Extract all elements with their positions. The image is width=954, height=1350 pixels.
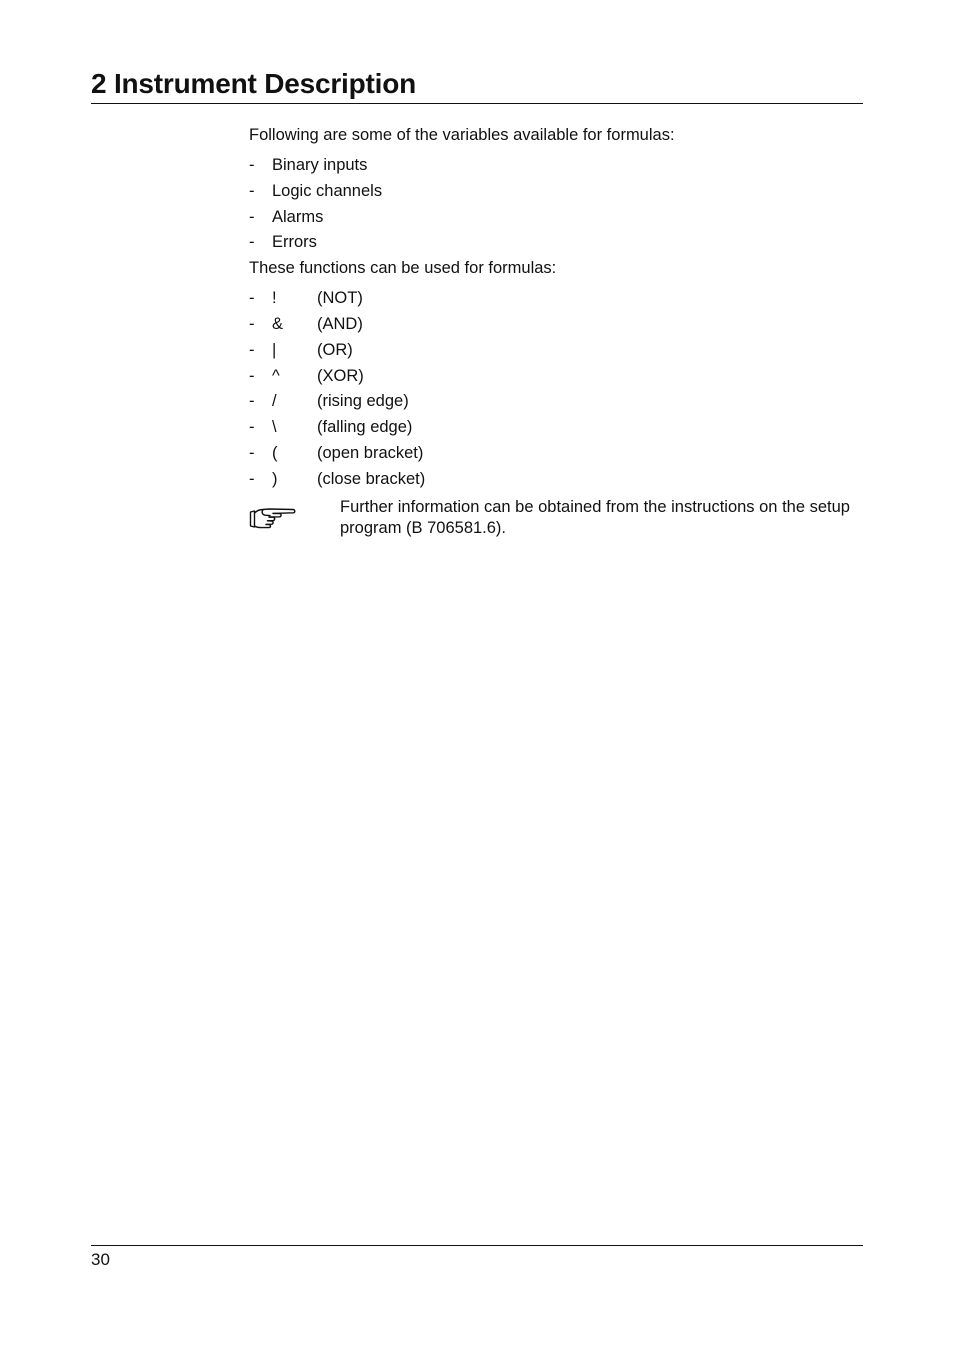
- list-dash: -: [249, 156, 255, 174]
- function-symbol: ^: [272, 366, 280, 385]
- variables-list: [249, 153, 863, 256]
- function-description: (XOR): [317, 366, 364, 385]
- list-item: [249, 338, 863, 364]
- list-item: [249, 467, 863, 493]
- list-dash: -: [249, 366, 255, 385]
- function-symbol: (: [272, 443, 278, 462]
- variable-label: Binary inputs: [272, 156, 368, 174]
- function-symbol: ): [272, 469, 278, 488]
- function-symbol: !: [272, 289, 277, 308]
- page-number: 30: [91, 1250, 110, 1269]
- info-note: [249, 497, 863, 547]
- page-title: 2 Instrument Description: [91, 68, 417, 99]
- list-item: [249, 286, 863, 312]
- list-item: [249, 179, 863, 205]
- list-dash: -: [249, 443, 255, 462]
- function-description: (rising edge): [317, 392, 409, 411]
- list-item: [249, 312, 863, 338]
- list-item: [249, 364, 863, 390]
- note-text: Further information can be obtained from the instructions on the setup program (B 706581.6).: [340, 497, 850, 537]
- function-description: (open bracket): [317, 443, 424, 462]
- function-description: (AND): [317, 314, 363, 333]
- main-content: [249, 123, 863, 547]
- list-dash: -: [249, 289, 255, 308]
- function-description: (NOT): [317, 289, 363, 308]
- pointing-hand-icon: [249, 505, 297, 531]
- variable-label: Errors: [272, 233, 317, 252]
- list-item: [249, 415, 863, 441]
- functions-intro: These functions can be used for formulas:: [249, 259, 557, 278]
- list-dash: -: [249, 181, 255, 200]
- list-dash: -: [249, 207, 255, 226]
- list-dash: -: [249, 340, 255, 359]
- function-symbol: |: [272, 340, 277, 359]
- function-description: (falling edge): [317, 418, 413, 437]
- list-item: [249, 153, 863, 179]
- list-dash: -: [249, 418, 255, 437]
- variable-label: Alarms: [272, 207, 324, 226]
- list-item: [249, 441, 863, 467]
- list-dash: -: [249, 469, 255, 488]
- list-dash: -: [249, 233, 255, 252]
- function-description: (OR): [317, 340, 353, 359]
- function-symbol: \: [272, 418, 277, 437]
- variable-label: Logic channels: [272, 181, 383, 200]
- list-dash: -: [249, 392, 255, 411]
- list-item: [249, 230, 863, 256]
- function-description: (close bracket): [317, 469, 426, 488]
- list-dash: -: [249, 314, 255, 333]
- function-symbol: &: [272, 314, 284, 333]
- list-item: [249, 205, 863, 231]
- header-divider: [91, 103, 863, 104]
- functions-list: [249, 286, 863, 492]
- variables-intro: Following are some of the variables available for formulas:: [249, 126, 675, 144]
- footer-divider: [91, 1245, 863, 1246]
- function-symbol: /: [272, 392, 277, 411]
- list-item: [249, 389, 863, 415]
